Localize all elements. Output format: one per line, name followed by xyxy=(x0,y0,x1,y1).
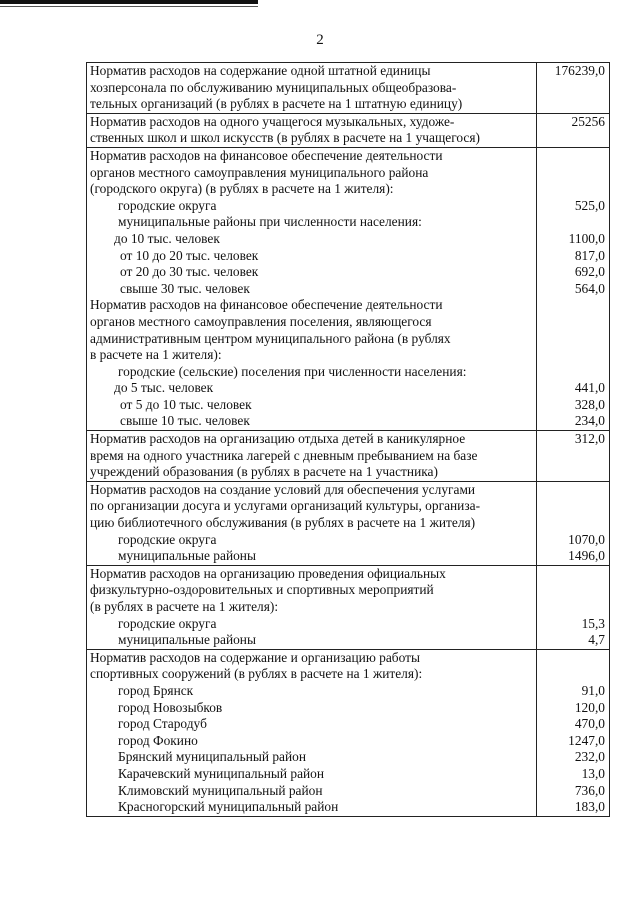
norm-description xyxy=(87,565,537,649)
desc-line: Норматив расходов на финансовое обеспечение деятельности xyxy=(90,297,443,313)
item-value: 1496,0 xyxy=(568,548,605,564)
desc-line: Норматив расходов на создание условий для обеспечения услугами xyxy=(90,481,476,497)
desc-line: тельных организаций (в рублях в расчете на 1 штатную единицу) xyxy=(90,96,463,112)
desc-line: Норматив расходов на содержание одной штатной единицы xyxy=(90,63,431,78)
item-label: Карачевский муниципальный район xyxy=(118,765,325,781)
item-value: 525,0 xyxy=(574,197,605,213)
item-value: 15,3 xyxy=(581,615,605,631)
item-label: муниципальные районы xyxy=(118,632,256,648)
item-label: муниципальные районы xyxy=(118,548,256,564)
norm-value: 176239,0 xyxy=(554,63,605,78)
desc-line: органов местного самоуправления поселения, являющегося xyxy=(90,313,432,329)
desc-line: физкультурно-оздоровительных и спортивных мероприятий xyxy=(90,582,434,598)
desc-line: Норматив расходов на одного учащегося музыкальных, художе- xyxy=(90,113,455,129)
item-label: Красногорский муниципальный район xyxy=(118,799,339,815)
item-label: свыше 10 тыс. человек xyxy=(120,413,250,429)
norm-value: 312,0 xyxy=(574,431,605,447)
item-label: городские (сельские) поселения при численности населения: xyxy=(118,363,467,379)
table-row xyxy=(87,113,610,147)
item-value: 1247,0 xyxy=(568,732,605,748)
desc-line: органов местного самоуправления муниципального района xyxy=(90,164,429,180)
item-label: городские округа xyxy=(118,197,217,213)
item-label: от 5 до 10 тыс. человек xyxy=(120,396,252,412)
desc-line: цию библиотечного обслуживания (в рублях в расчете на 1 жителя) xyxy=(90,515,476,531)
item-label: город Брянск xyxy=(118,682,194,698)
table-row xyxy=(87,147,610,430)
item-label: городские округа xyxy=(118,615,217,631)
item-value: 13,0 xyxy=(581,765,605,781)
item-label: городские округа xyxy=(118,531,217,547)
norm-value-cell xyxy=(537,481,610,565)
item-label: от 10 до 20 тыс. человек xyxy=(120,247,259,263)
item-value: 328,0 xyxy=(574,396,605,412)
norm-description xyxy=(87,431,537,482)
desc-line: ственных школ и школ искусств (в рублях в расчете на 1 учащегося) xyxy=(90,130,480,146)
norm-description xyxy=(87,481,537,565)
item-label: до 5 тыс. человек xyxy=(114,380,214,396)
item-value: 4,7 xyxy=(588,632,605,648)
norm-value-cell xyxy=(537,63,610,114)
top-rule xyxy=(0,0,258,4)
table-row xyxy=(87,649,610,816)
desc-line: по организации досуга и услугами организаций культуры, организа- xyxy=(90,498,481,514)
desc-line: административным центром муниципального района (в рублях xyxy=(90,330,451,346)
norm-value-cell xyxy=(537,147,610,430)
desc-line: Норматив расходов на организацию проведения официальных xyxy=(90,565,446,581)
item-value: 232,0 xyxy=(574,749,605,765)
norm-value-cell xyxy=(537,431,610,482)
item-value: 692,0 xyxy=(574,264,605,280)
desc-line: хозперсонала по обслуживанию муниципальных общеобразова- xyxy=(90,79,457,95)
item-value: 564,0 xyxy=(574,280,605,296)
desc-line: в расчете на 1 жителя): xyxy=(90,347,222,363)
norm-value-cell xyxy=(537,113,610,147)
norm-description xyxy=(87,649,537,816)
table-row xyxy=(87,63,610,114)
item-label: муниципальные районы при численности населения: xyxy=(118,214,422,230)
item-label: город Новозыбков xyxy=(118,699,223,715)
item-value: 1070,0 xyxy=(568,531,605,547)
item-value: 91,0 xyxy=(581,682,605,698)
desc-line: время на одного участника лагерей с дневным пребыванием на базе xyxy=(90,447,478,463)
norm-value-cell xyxy=(537,565,610,649)
table-row xyxy=(87,431,610,482)
item-label: город Фокино xyxy=(118,732,198,748)
norm-value: 25256 xyxy=(571,113,605,129)
page-number: 2 xyxy=(316,32,324,48)
item-label: от 20 до 30 тыс. человек xyxy=(120,264,259,280)
item-value: 817,0 xyxy=(574,247,605,263)
top-rule-thin xyxy=(0,6,258,7)
norm-description xyxy=(87,113,537,147)
desc-line: Норматив расходов на организацию отдыха детей в каникулярное xyxy=(90,431,466,447)
item-label: город Стародуб xyxy=(118,716,207,732)
norm-description xyxy=(87,63,537,114)
item-value: 1100,0 xyxy=(568,230,605,246)
item-value: 736,0 xyxy=(574,782,605,798)
desc-line: (городского округа) (в рублях в расчете на 1 жителя): xyxy=(90,181,394,197)
desc-line: спортивных сооружений (в рублях в расчете на 1 жителя): xyxy=(90,666,423,682)
table-row xyxy=(87,481,610,565)
item-label: до 10 тыс. человек xyxy=(114,230,220,246)
norms-table xyxy=(86,62,610,817)
norm-value-cell xyxy=(537,649,610,816)
item-label: Климовский муниципальный район xyxy=(118,782,323,798)
item-value: 470,0 xyxy=(574,716,605,732)
item-value: 441,0 xyxy=(574,380,605,396)
desc-line: Норматив расходов на содержание и организацию работы xyxy=(90,649,420,665)
item-value: 120,0 xyxy=(574,699,605,715)
desc-line: (в рублях в расчете на 1 жителя): xyxy=(90,599,279,614)
item-label: Брянский муниципальный район xyxy=(118,749,307,765)
desc-line: Норматив расходов на финансовое обеспечение деятельности xyxy=(90,147,443,163)
norm-description xyxy=(87,147,537,430)
desc-line: учреждений образования (в рублях в расчете на 1 участника) xyxy=(90,464,438,480)
item-label: свыше 30 тыс. человек xyxy=(120,280,250,296)
item-value: 234,0 xyxy=(574,413,605,429)
table-row xyxy=(87,565,610,649)
item-value: 183,0 xyxy=(574,799,605,815)
